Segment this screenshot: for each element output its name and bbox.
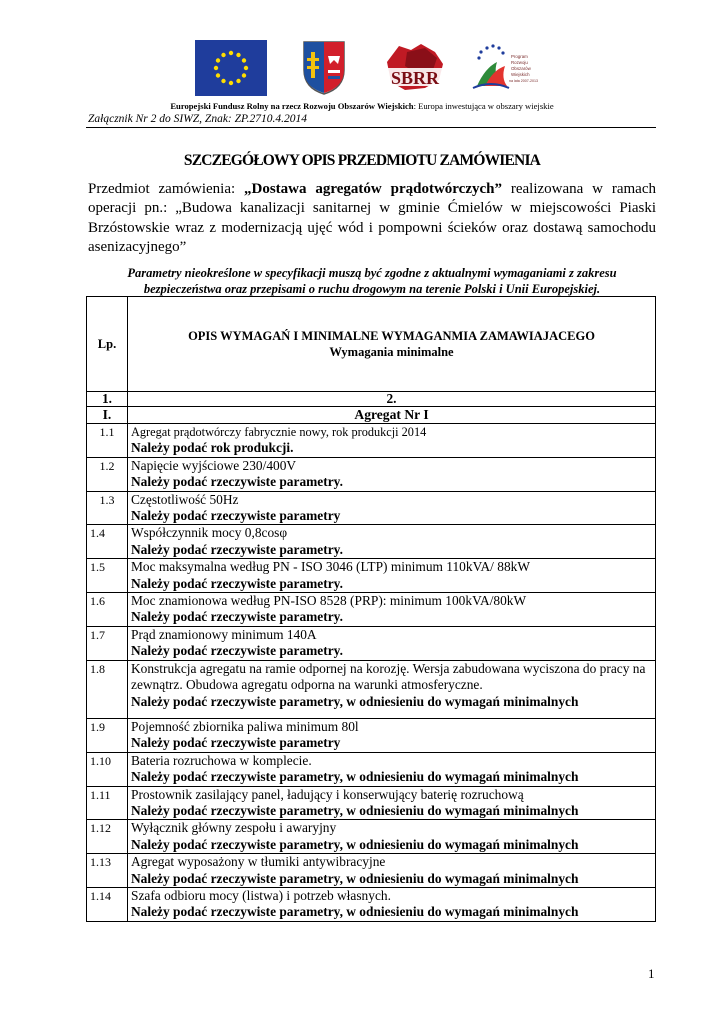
- row-lp: 1.7: [87, 626, 128, 660]
- prow-logo: [471, 40, 538, 96]
- row-lp: 1.13: [87, 854, 128, 888]
- row-content: [128, 626, 656, 660]
- table-row: [87, 854, 656, 888]
- column-number-2: 2.: [128, 392, 656, 407]
- row-requirement-text: Konstrukcja agregatu na ramie odpornej na korozję. Wersja zabudowana wyciszona do pracy na zewnątrz. Obudowa agregatu odporna na warunki atmosferyczne.: [131, 660, 646, 693]
- row-content: [128, 718, 656, 752]
- column-number-1: 1.: [87, 392, 128, 407]
- row-requirement-text: Moc maksymalna według PN - ISO 3046 (LTP) minimum 110kVA/ 88kW: [131, 559, 530, 575]
- table-row: [87, 593, 656, 627]
- section-row: [87, 407, 656, 424]
- table-row: [87, 820, 656, 854]
- row-requirement-text: Prąd znamionowy minimum 140A: [131, 626, 317, 642]
- row-required-answer: Należy podać rzeczywiste parametry.: [131, 609, 343, 625]
- table-row: [87, 491, 656, 525]
- table-row: [87, 626, 656, 660]
- row-content: [128, 752, 656, 786]
- attachment-reference: Załącznik Nr 2 do SIWZ, Znak: ZP.2710.4.2014: [88, 113, 307, 125]
- row-lp: 1.3: [87, 491, 128, 525]
- row-content: [128, 820, 656, 854]
- row-lp: 1.10: [87, 752, 128, 786]
- row-requirement-text: Współczynnik mocy 0,8cosφ: [131, 525, 288, 541]
- row-requirement-text: Bateria rozruchowa w komplecie.: [131, 752, 312, 768]
- header-desc-line2: Wymagania minimalne: [329, 345, 454, 359]
- row-requirement-text: Szafa odbioru mocy (listwa) i potrzeb własnych.: [131, 887, 391, 903]
- row-required-answer: Należy podać rzeczywiste parametry, w odniesieniu do wymagań minimalnych: [131, 693, 579, 709]
- row-content: [128, 887, 656, 921]
- fund-motto: : Europa inwestująca w obszary wiejskie: [413, 101, 554, 111]
- row-required-answer: Należy podać rzeczywiste parametry.: [131, 474, 343, 490]
- table-row: [87, 424, 656, 458]
- row-required-answer: Należy podać rzeczywiste parametry, w odniesieniu do wymagań minimalnych: [131, 802, 579, 818]
- row-lp: 1.4: [87, 525, 128, 559]
- table-row: [87, 660, 656, 718]
- row-requirement-text: Agregat wyposażony w tłumiki antywibracyjne: [131, 854, 386, 870]
- row-requirement-text: Napięcie wyjściowe 230/400V: [131, 457, 297, 473]
- logo-strip: [195, 40, 538, 100]
- prow-text-2: Rozwoju: [511, 60, 528, 65]
- fund-statement: [0, 101, 724, 111]
- header-desc-line1: OPIS WYMAGAŃ I MINIMALNE WYMAGANMIA ZAMAWIAJACEGO: [188, 329, 595, 343]
- row-requirement-text: Częstotliwość 50Hz: [131, 491, 239, 507]
- row-lp: 1.2: [87, 457, 128, 491]
- table-row: [87, 887, 656, 921]
- row-requirement-text: Wyłącznik główny zespołu i awaryjny: [131, 820, 337, 836]
- table-row: [87, 786, 656, 820]
- requirements-table: [86, 296, 656, 922]
- row-lp: 1.1: [87, 424, 128, 458]
- table-row: [87, 525, 656, 559]
- subject-rest: realizowana w ramach operacji pn.: „Budowa kanalizacji sanitarnej w gminie Ćmielów w miejscowości Piaski Brzóstowskie wraz z modernizacją ujęć wód i pompowni ścieków oraz dostawą samochodu asenizacyjnego”: [88, 181, 656, 255]
- table-row: [87, 559, 656, 593]
- document-title: SZCZEGÓŁOWY OPIS PRZEDMIOTU ZAMÓWIENIA: [183, 152, 541, 169]
- row-lp: 1.8: [87, 660, 128, 718]
- section-lp: I.: [87, 407, 128, 424]
- table-row: [87, 752, 656, 786]
- row-required-answer: Należy podać rzeczywiste parametry: [131, 508, 341, 524]
- row-lp: 1.9: [87, 718, 128, 752]
- row-content: [128, 854, 656, 888]
- parameters-note: Parametry nieokreślone w specyfikacji muszą być zgodne z aktualnymi wymaganiami z zakresu bezpieczeństwa oraz przepisami o ruchu drogowym na terenie Polski i Unii Europejskiej.: [127, 266, 617, 296]
- row-lp: 1.11: [87, 786, 128, 820]
- prow-text-1: Program: [511, 54, 528, 59]
- header-description: [128, 297, 656, 392]
- row-content: [128, 786, 656, 820]
- row-content: [128, 424, 656, 458]
- row-content: [128, 491, 656, 525]
- prow-text-4: Wiejskich: [511, 72, 530, 77]
- row-required-answer: Należy podać rzeczywiste parametry, w odniesieniu do wymagań minimalnych: [131, 904, 579, 920]
- row-requirement-text: Agregat prądotwórczy fabrycznie nowy, rok produkcji 2014: [131, 425, 427, 439]
- subject-paragraph: [88, 180, 656, 257]
- eu-flag-logo: [195, 40, 267, 96]
- table-header-row: [87, 297, 656, 392]
- column-number-row: [87, 392, 656, 407]
- prow-text-5: na lata 2007-2013: [509, 79, 538, 83]
- row-requirement-text: Moc znamionowa według PN-ISO 8528 (PRP): minimum 100kVA/80kW: [131, 593, 527, 609]
- prow-text-3: Obszarów: [511, 66, 531, 71]
- page-number: 1: [648, 966, 655, 981]
- row-content: [128, 525, 656, 559]
- row-lp: 1.5: [87, 559, 128, 593]
- row-required-answer: Należy podać rzeczywiste parametry, w odniesieniu do wymagań minimalnych: [131, 870, 579, 886]
- row-lp: 1.6: [87, 593, 128, 627]
- subject-prefix: Przedmiot zamówienia:: [88, 181, 245, 197]
- row-requirement-text: Pojemność zbiornika paliwa minimum 80l: [131, 718, 359, 734]
- row-lp: 1.12: [87, 820, 128, 854]
- row-required-answer: Należy podać rzeczywiste parametry.: [131, 575, 343, 591]
- row-requirement-text: Prostownik zasilający panel, ładujący i konserwujący baterię rozruchową: [131, 786, 524, 802]
- row-required-answer: Należy podać rzeczywiste parametry.: [131, 643, 343, 659]
- sbrr-logo: [377, 40, 457, 96]
- row-content: [128, 660, 656, 718]
- row-required-answer: Należy podać rzeczywiste parametry, w odniesieniu do wymagań minimalnych: [131, 836, 579, 852]
- table-row: [87, 718, 656, 752]
- row-content: [128, 457, 656, 491]
- row-required-answer: Należy podać rzeczywiste parametry.: [131, 541, 343, 557]
- row-content: [128, 559, 656, 593]
- swietokrzyskie-crest-logo: [302, 40, 346, 96]
- section-title: Agregat Nr I: [128, 407, 656, 424]
- subject-bold: „Dostawa agregatów prądotwórczych”: [244, 181, 502, 197]
- row-spacer: [131, 710, 652, 718]
- row-required-answer: Należy podać rok produkcji.: [131, 440, 294, 456]
- table-row: [87, 457, 656, 491]
- row-required-answer: Należy podać rzeczywiste parametry, w odniesieniu do wymagań minimalnych: [131, 769, 579, 785]
- sbrr-logo-text: SBRR: [390, 68, 440, 88]
- row-lp: 1.14: [87, 887, 128, 921]
- header-lp: Lp.: [87, 297, 128, 392]
- row-content: [128, 593, 656, 627]
- fund-name: Europejski Fundusz Rolny na rzecz Rozwoju Obszarów Wiejskich: [170, 101, 414, 111]
- header-divider: [86, 127, 656, 128]
- row-required-answer: Należy podać rzeczywiste parametry: [131, 735, 341, 751]
